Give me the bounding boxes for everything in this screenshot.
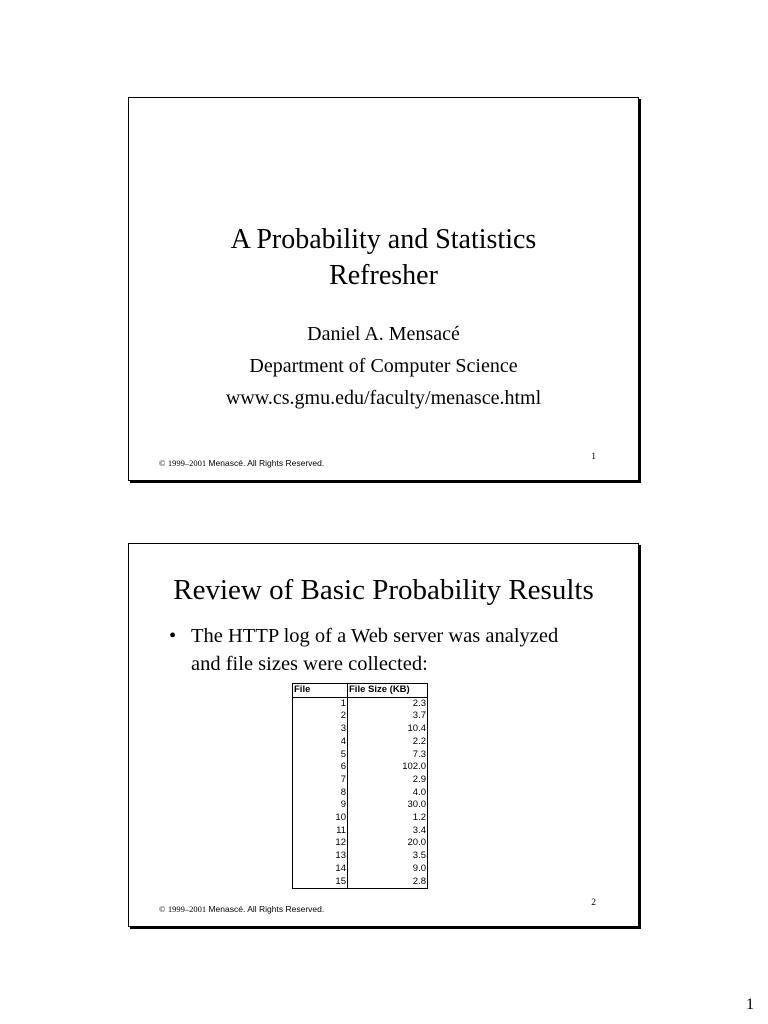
file-size-cell: 3.7: [348, 710, 428, 723]
table-row: [293, 850, 428, 863]
table-row: [293, 812, 428, 825]
table-row: [293, 736, 428, 749]
file-size-table: [292, 683, 428, 889]
file-size-cell: 9.0: [348, 863, 428, 876]
slide-1-title: [129, 222, 638, 294]
file-size-cell: 2.8: [348, 876, 428, 889]
title-line-1: A Probability and Statistics: [230, 224, 537, 255]
bullet-dot: •: [169, 625, 177, 647]
file-number-cell: 4: [293, 736, 348, 749]
file-size-cell: 2.2: [348, 736, 428, 749]
copyright-text: Menascé. All Rights Reserved.: [208, 904, 325, 914]
file-number-cell: 6: [293, 761, 348, 774]
copyright-footer: [159, 904, 324, 914]
table-row: [293, 723, 428, 736]
author-info: [129, 318, 638, 414]
table-row: [293, 799, 428, 812]
column-header-size: File Size (KB): [348, 684, 428, 698]
copyright-years: 1999–2001: [167, 458, 207, 468]
file-number-cell: 8: [293, 787, 348, 800]
copyright-symbol: ©: [159, 904, 166, 914]
table-row: [293, 787, 428, 800]
file-size-cell: 10.4: [348, 723, 428, 736]
file-size-cell: 7.3: [348, 749, 428, 762]
table-row: [293, 876, 428, 889]
file-number-cell: 10: [293, 812, 348, 825]
table-row: [293, 825, 428, 838]
file-number-cell: 3: [293, 723, 348, 736]
column-header-file: File: [293, 684, 348, 698]
table-row: [293, 710, 428, 723]
file-size-cell: 1.2: [348, 812, 428, 825]
table-row: [293, 749, 428, 762]
file-size-cell: 3.5: [348, 850, 428, 863]
table-row: [293, 761, 428, 774]
slide-page-number: 1: [591, 452, 596, 462]
file-number-cell: 11: [293, 825, 348, 838]
author-name: Daniel A. Mensacé: [307, 323, 460, 345]
bullet-item: [169, 622, 591, 678]
file-size-cell: 20.0: [348, 837, 428, 850]
department: Department of Computer Science: [249, 355, 518, 377]
file-size-cell: 2.3: [348, 697, 428, 710]
file-number-cell: 1: [293, 697, 348, 710]
file-number-cell: 14: [293, 863, 348, 876]
file-size-cell: 30.0: [348, 799, 428, 812]
bullet-text: The HTTP log of a Web server was analyzed and file sizes were collected:: [191, 625, 559, 675]
table-row: [293, 837, 428, 850]
table-row: [293, 697, 428, 710]
table-header-row: [293, 684, 428, 698]
file-size-cell: 4.0: [348, 787, 428, 800]
file-number-cell: 13: [293, 850, 348, 863]
title-line-2: Refresher: [329, 260, 438, 291]
slide-2-title: Review of Basic Probability Results: [173, 574, 594, 606]
file-number-cell: 12: [293, 837, 348, 850]
slide-2: [128, 543, 639, 927]
copyright-years: 1999–2001: [167, 904, 207, 914]
file-size-cell: 2.9: [348, 774, 428, 787]
copyright-text: Menascé. All Rights Reserved.: [208, 458, 325, 468]
author-url: www.cs.gmu.edu/faculty/menasce.html: [225, 387, 542, 409]
file-number-cell: 9: [293, 799, 348, 812]
file-size-cell: 102.0: [348, 761, 428, 774]
sheet-page-number: 1: [746, 996, 754, 1013]
file-number-cell: 7: [293, 774, 348, 787]
copyright-symbol: ©: [159, 458, 166, 468]
file-number-cell: 2: [293, 710, 348, 723]
slide-page-number: 2: [591, 898, 596, 908]
copyright-footer: [159, 458, 324, 468]
table-row: [293, 863, 428, 876]
file-number-cell: 5: [293, 749, 348, 762]
table-row: [293, 774, 428, 787]
file-number-cell: 15: [293, 876, 348, 889]
slide-1: [128, 97, 639, 481]
file-size-cell: 3.4: [348, 825, 428, 838]
